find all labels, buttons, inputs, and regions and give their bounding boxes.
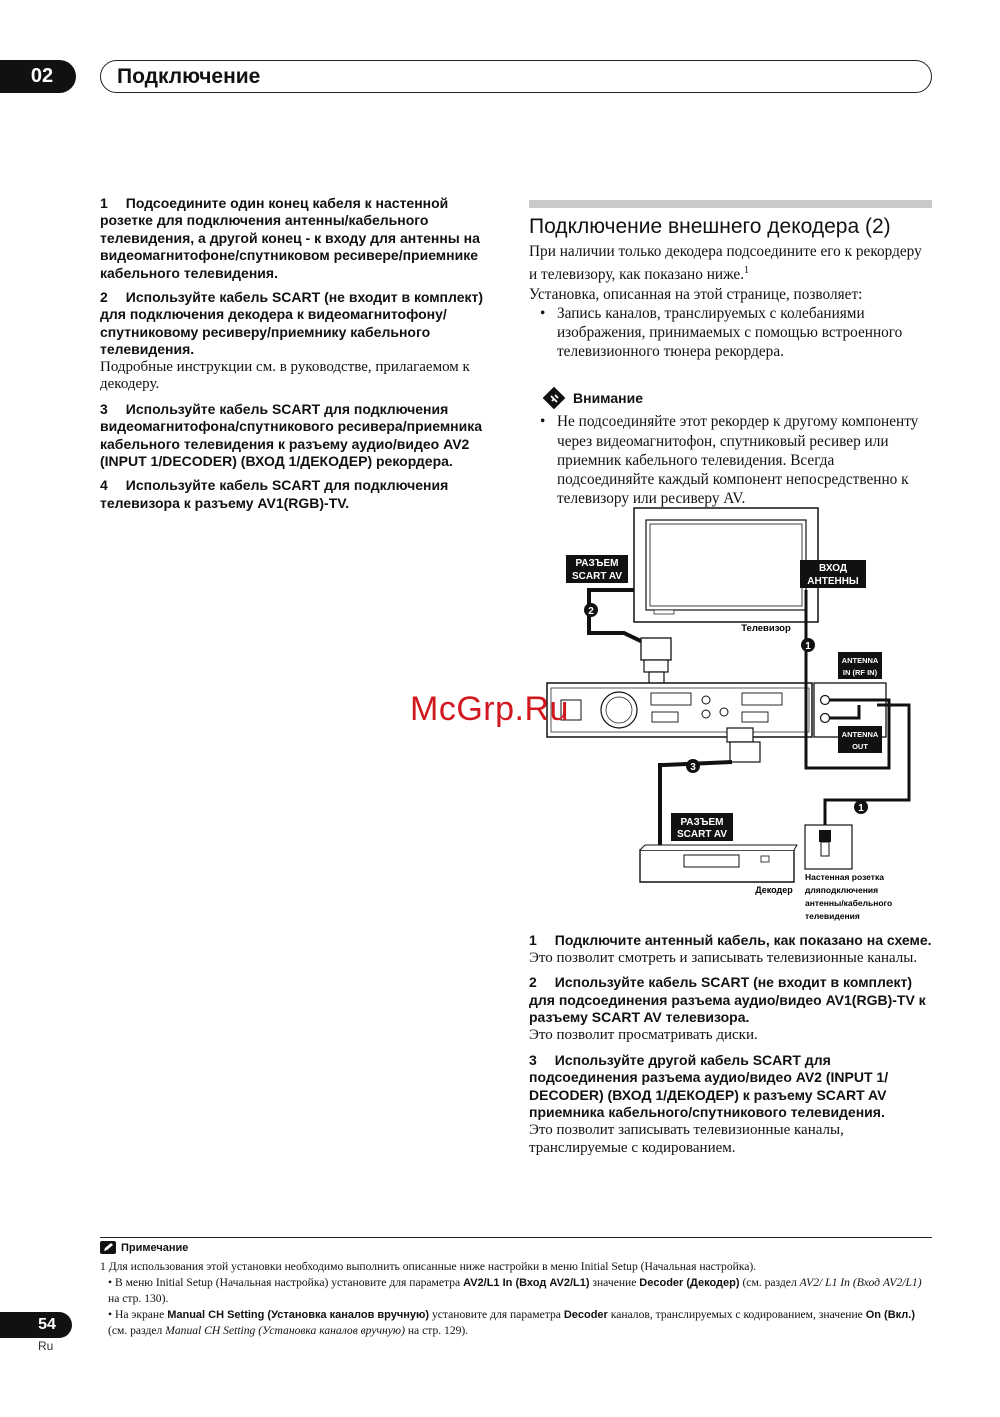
- svg-text:1: 1: [858, 803, 864, 814]
- svg-text:3: 3: [690, 762, 696, 773]
- pencil-icon: [100, 1241, 116, 1254]
- connection-diagram: [529, 500, 932, 925]
- chapter-title: Подключение: [117, 65, 261, 88]
- section-bar: [529, 200, 932, 208]
- svg-text:1: 1: [805, 641, 811, 652]
- note-divider: [100, 1237, 932, 1238]
- intro-text: При наличии только декодера подсоедините его к рекордеру и телевизору, как показано ниже.$^1$: [529, 243, 922, 284]
- antenna-in-label: [838, 652, 882, 679]
- svg-text:ANTENNA: ANTENNA: [841, 730, 879, 739]
- tv-icon: [634, 508, 818, 622]
- wall-label-1: Настенная розетка: [805, 872, 884, 882]
- step-heading: 3 Используйте другой кабель SCART для подсоединения разъема аудио/видео AV2 (INPUT 1/ DECODER) (ВХОД 1/ДЕКОДЕР) к разъему SCART AV приемника кабельного/спутникового телевидения.: [529, 1051, 889, 1121]
- warning-label: Внимание: [573, 390, 643, 407]
- wall-label-4: телевидения: [805, 911, 860, 921]
- intro-text-2: Установка, описанная на этой странице, позволяет:: [529, 285, 863, 303]
- watermark: McGrp.Ru: [410, 690, 569, 728]
- step-body: Это позволит просматривать диски.: [529, 1026, 758, 1043]
- svg-text:2: 2: [588, 606, 594, 617]
- step-heading: 2 Используйте кабель SCART (не входит в комплект) для подсоединения разъема аудио/видео AV1(RGB)-TV к разъему SCART AV телевизора.: [529, 974, 926, 1026]
- svg-text:SCART AV: SCART AV: [677, 829, 727, 840]
- decoder-scart-label: [671, 813, 733, 841]
- tv-antenna-label: [800, 560, 866, 588]
- decoder-label: Декодер: [755, 885, 793, 895]
- wall-label-2: дляподключения: [805, 885, 879, 895]
- note-line: • В меню Initial Setup (Начальная настройка) установите для параметра AV2/L1 In (Вход AV2/L1) значение Decoder (Декодер) (см. раздел AV2/ L1 In (Вход AV2/L1) на стр. 130).: [108, 1276, 922, 1305]
- step-heading: 3 Используйте кабель SCART для подключения видеомагнитофона/спутникового ресивера/приемника кабельного телевидения к разъему аудио/видео AV2 (INPUT 1/DECODER) (ВХОД 1/ДЕКОДЕР) рекордера.: [100, 400, 483, 470]
- page-language: Ru: [38, 1339, 54, 1353]
- chapter-number: 02: [0, 60, 76, 93]
- svg-text:SCART AV: SCART AV: [572, 571, 622, 582]
- step-heading: 4 Используйте кабель SCART для подключения телевизора к разъему AV1(RGB)-TV.: [100, 477, 449, 511]
- left-steps: [100, 195, 504, 512]
- scart-plug-icon: [641, 638, 671, 686]
- note-line: 1 Для использования этой установки необходимо выполнить описанные ниже настройки в меню Initial Setup (Начальная настройка).: [100, 1260, 757, 1273]
- wall-outlet-icon: [805, 825, 852, 869]
- svg-text:ВХОД: ВХОД: [818, 563, 848, 574]
- note-line: • На экране Manual CH Setting (Установка каналов вручную) установите для параметра Decoder каналов, транслируемых с кодированием, значение On (Вкл.) (см. раздел Manual CH Setting (Установка каналов вручную) на стр. 129).: [108, 1308, 915, 1337]
- svg-text:АНТЕННЫ: АНТЕННЫ: [807, 576, 859, 587]
- tv-scart-label: [566, 555, 628, 583]
- step-body: Это позволит записывать телевизионные каналы, транслируемые с кодированием.: [529, 1121, 844, 1156]
- antenna-out-label: [838, 726, 882, 753]
- wall-label-3: антенны/кабельного: [805, 898, 893, 908]
- svg-text:OUT: OUT: [852, 742, 868, 751]
- list-item: • Запись каналов, транслируемых с колебаниями изображения, принимаемых с помощью встроенного телевизионного тюнера рекордера.: [540, 304, 903, 361]
- recorder-rear-panel: [547, 683, 812, 737]
- svg-text:IN (RF IN): IN (RF IN): [842, 668, 878, 677]
- step-heading: 1 Подключите антенный кабель, как показано на схеме.: [529, 932, 932, 948]
- note-body: [100, 1259, 932, 1339]
- warning-text: • Не подсоединяйте этот рекордер к другому компоненту через видеомагнитофон, спутниковый ресивер или приемник кабельного телевидения. Всегда подсоединяйте каждый компонент непосредственно к телевизору или ресиверу AV.: [540, 413, 919, 508]
- section-intro: [529, 242, 932, 508]
- svg-text:РАЗЪЕМ: РАЗЪЕМ: [575, 558, 619, 569]
- step-heading: 1 Подсоедините один конец кабеля к настенной розетке для подключения антенны/кабельного телевидения, а другой конец - к входу для антенны на видеомагнитофоне/спутниковом ресивере/приемнике кабельного телевидения.: [100, 195, 480, 281]
- svg-text:РАЗЪЕМ: РАЗЪЕМ: [680, 817, 724, 828]
- page-number: 54: [0, 1312, 72, 1338]
- step-body: Это позволит смотреть и записывать телевизионные каналы.: [529, 949, 918, 966]
- note-heading: [100, 1241, 188, 1254]
- note-label: Примечание: [121, 1241, 189, 1254]
- section-title: Подключение внешнего декодера (2): [529, 215, 891, 238]
- right-steps: [529, 932, 932, 1157]
- decoder-icon: [640, 845, 797, 882]
- tv-label: Телевизор: [741, 623, 791, 634]
- svg-text:ANTENNA: ANTENNA: [841, 656, 879, 665]
- warning-heading: [543, 387, 932, 409]
- step-body: Подробные инструкции см. в руководстве, прилагаемом к декодеру.: [100, 358, 470, 393]
- warning-icon: [543, 387, 565, 409]
- step-heading: 2 Используйте кабель SCART (не входит в комплект) для подключения декодера к видеомагнитофону/спутниковому ресиверу/приемнику кабельного телевидения.: [100, 289, 484, 358]
